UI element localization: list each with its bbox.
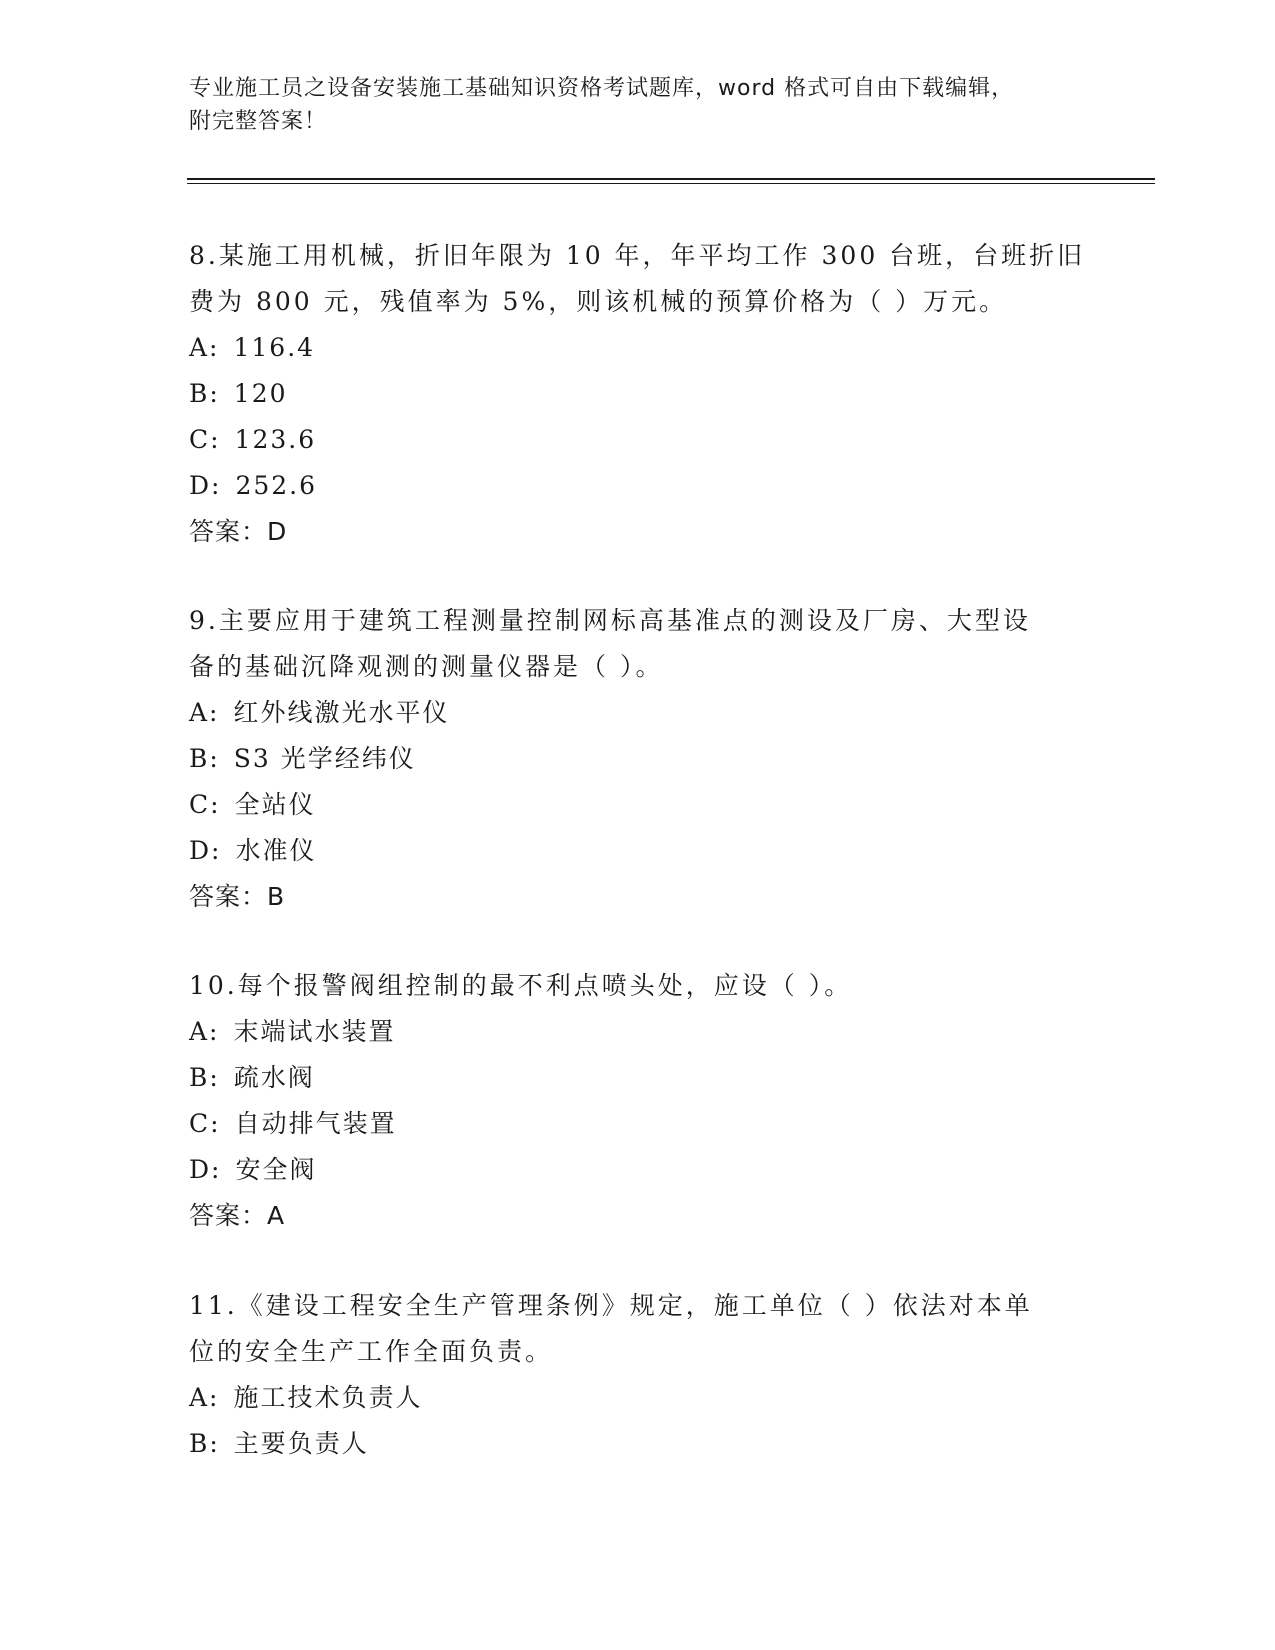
option-d [189, 1147, 1089, 1193]
option-a [189, 1009, 1089, 1055]
stem-line-2: 备的基础沉降观测的测量仪器是（ ）。 [189, 652, 664, 681]
option-d [189, 828, 1089, 874]
option-text: 安全阀 [235, 1155, 317, 1184]
question-stem [189, 1283, 1089, 1375]
question-stem [189, 963, 1089, 1009]
header-line-2: 附完整答案！ [189, 109, 328, 134]
option-b [189, 371, 1089, 417]
option-text: 120 [233, 379, 288, 408]
question-9 [189, 598, 1089, 920]
question-stem [189, 233, 1089, 325]
option-a [189, 690, 1089, 736]
option-text: S3 光学经纬仪 [233, 744, 416, 773]
option-c [189, 1101, 1089, 1147]
option-c [189, 782, 1089, 828]
stem-line-1: 8.某施工用机械，折旧年限为 10 年，年平均工作 300 台班，台班折旧 [189, 241, 1086, 270]
stem-line-1: 9.主要应用于建筑工程测量控制网标高基准点的测设及厂房、大型设 [189, 606, 1031, 635]
stem-line-1: 11.《建设工程安全生产管理条例》规定，施工单位（ ）依法对本单 [189, 1291, 1033, 1320]
answer-line: 答案：A [189, 1201, 286, 1230]
option-label: A: [189, 1017, 220, 1046]
option-text: 施工技术负责人 [233, 1383, 423, 1412]
option-label: C: [189, 1109, 221, 1138]
option-label: C: [189, 425, 221, 454]
option-text: 主要负责人 [233, 1429, 369, 1458]
option-label: D: [189, 1155, 222, 1184]
question-stem [189, 598, 1089, 690]
option-d [189, 463, 1089, 509]
answer-line: 答案：D [189, 517, 288, 546]
option-text: 252.6 [235, 471, 318, 500]
option-label: D: [189, 836, 222, 865]
stem-line-2: 位的安全生产工作全面负责。 [189, 1337, 554, 1366]
option-text: 123.6 [234, 425, 317, 454]
question-10 [189, 963, 1089, 1239]
option-c [189, 417, 1089, 463]
option-b [189, 1421, 1089, 1467]
question-11 [189, 1283, 1089, 1467]
answer-line: 答案：B [189, 882, 286, 911]
option-a [189, 1375, 1089, 1421]
stem-line-1: 10.每个报警阀组控制的最不利点喷头处，应设（ ）。 [189, 971, 853, 1000]
header-line-1: 专业施工员之设备安装施工基础知识资格考试题库，word 格式可自由下载编辑， [189, 76, 1015, 101]
option-text: 自动排气装置 [234, 1109, 397, 1138]
document-header [189, 72, 1069, 138]
option-text: 末端试水装置 [233, 1017, 396, 1046]
option-label: A: [189, 1383, 220, 1412]
option-label: A: [189, 698, 220, 727]
option-label: D: [189, 471, 222, 500]
option-b [189, 1055, 1089, 1101]
option-label: B: [189, 1429, 220, 1458]
stem-line-2: 费为 800 元，残值率为 5%，则该机械的预算价格为（ ）万元。 [189, 287, 1008, 316]
question-8 [189, 233, 1089, 555]
option-label: B: [189, 744, 220, 773]
option-b [189, 736, 1089, 782]
option-a [189, 325, 1089, 371]
option-label: B: [189, 379, 220, 408]
option-label: C: [189, 790, 221, 819]
option-label: A: [189, 333, 220, 362]
option-text: 红外线激光水平仪 [233, 698, 450, 727]
option-text: 全站仪 [234, 790, 316, 819]
header-divider-thin [187, 183, 1155, 184]
option-text: 116.4 [233, 333, 316, 362]
option-label: B: [189, 1063, 220, 1092]
option-text: 疏水阀 [233, 1063, 315, 1092]
option-text: 水准仪 [235, 836, 317, 865]
header-divider-thick [187, 178, 1155, 180]
